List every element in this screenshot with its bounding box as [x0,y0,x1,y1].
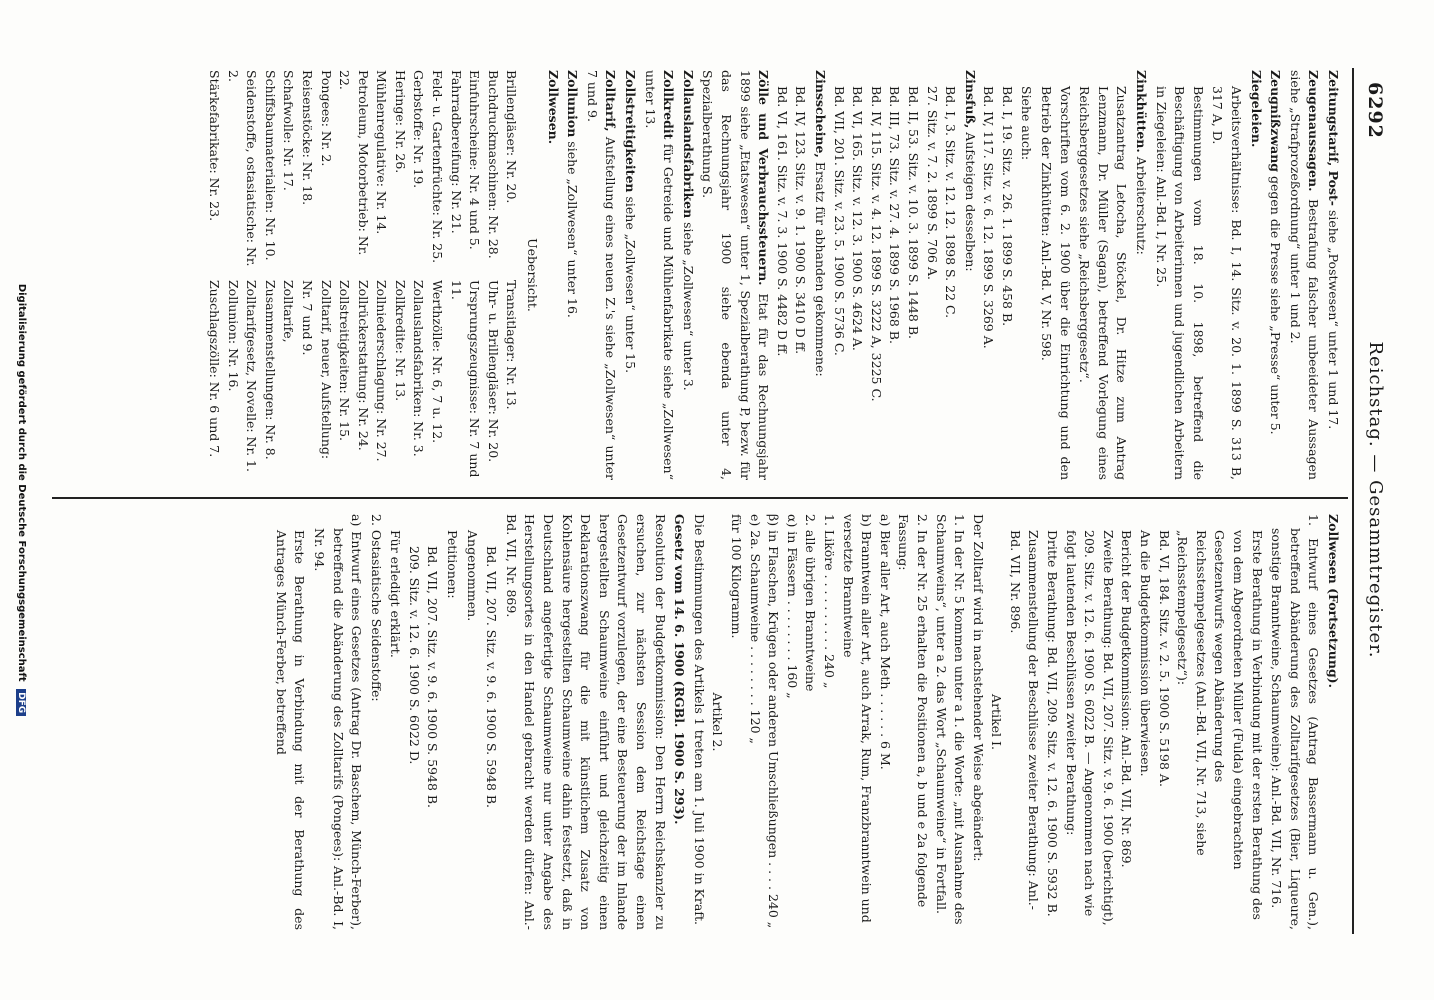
index-entry [1131,70,1150,480]
entry-text: gegen die Presse siehe „Presse“ unter 5. [1268,172,1284,435]
entry-text: siehe „Zollwesen“ unter 3. [680,218,696,391]
uebersicht-item: Zollstreitigkeiten: Nr. 15. [337,280,353,442]
uebersicht-item: Fahrradbereifung: Nr. 21. [448,70,464,234]
running-head: Reichstag. — Gesammtregister. [1365,341,1386,659]
uebersicht-item: Zollrückerstattung: Nr. 24. [355,280,371,451]
uebersicht-item: Pongees: Nr. 2. [318,70,334,167]
artikel-line: b) Branntwein aller Art, auch Arrak, Rum, Franzbranntwein und versetzte Branntweine [840,514,875,923]
uebersicht-item: Ursprungszeugnisse: Nr. 7 und 11. [448,280,483,478]
index-entry [698,70,772,480]
index-entry [582,70,619,480]
uebersicht-item: Zollkredite: Nr. 13. [392,280,408,402]
reference-line: 209. Sitz. v. 12. 6. 1900 S. 6022 D. [406,546,422,765]
entry-keyword: Ziegeleien. [1248,70,1264,148]
uebersicht-grid [204,70,520,480]
uebersicht-item: Mühlenregulative: Nr. 14. [374,70,390,235]
proceedings-line: Bd. VI, 184. Sitz. v. 2. 5. 1900 S. 5198 A. [1156,530,1172,787]
item-2a-continued: Erste Berathung in Verbindung mit der Berathung des Antrages Münch-Ferber, betreffend [273,530,308,930]
entry-text: Bestimmungen vom 18. 10. 1898, betreffend die Beschäftigung von Arbeiterinnen und jugendlichen Arbeitern in Ziegeleien: Anl.-Bd. I, Nr. 25. [1153,86,1206,480]
artikel-line: β) in Flaschen, Krügen oder anderen Umschließungen . . . . 240 „ [766,514,782,929]
entry-text: Etat für das Rechnungsjahr 1899 siehe „Etatswesen“ unter 1, Spezialberathung P, bezw. für das Rechnungsjahr 1900 siehe ebenda unter 4, Spezialberathung S. [700,70,772,480]
left-column [204,70,1342,480]
reference-line: Bd. I, 3. Sitz. v. 12. 12. 1898 S. 22 C. [943,86,959,319]
reference-line: Bd. VII, 201. Sitz. v. 23. 5. 1900 S. 5736 C. [831,86,847,356]
petitionen-refs [404,514,441,930]
resolution-text: Resolution der Budgetkommission: Den Herrn Reichskanzler zu ersuchen, zur nächsten Session dem Reichstage einen Gesetzentwurf vorzulegen, der eine Besteuerung der im Inlande hergestellten Schaumweine einführt und gleichzeitig einen Deklarationszwang für die mit künstlichem Zusatz von Kohlensäure hergestellten Schaumweine dahin festsetzt, daß in Deutschland angefertigte Schaumweine nur unter Angabe des Herstellungsortes in den Handel gebracht werden dürfen: Anl.-Bd. VII, Nr. 869. [503,514,668,930]
entry-keyword: Zeitungstarif, Post- [1326,70,1341,206]
entry-keyword: Zollauslandsfabriken [680,70,696,219]
reference-line: 27. Sitz. v. 7. 2. 1899 S. 706 A. [924,86,940,280]
index-entry [1266,70,1285,480]
artikel-line: α) in Fässern . . . . . . . . 160 „ [784,514,800,699]
index-entry [678,70,697,480]
index-entry [1246,70,1265,480]
entry-text: Aufstellung eines neuen Z.'s siehe „Zollwesen“ unter 7 und 9. [584,70,619,480]
entry-text: Vorschriften vom 6. 2. 1900 über die Einrichtung und den Betrieb der Zinkhütten: Anl.-Bd. V, Nr. 598. [1039,86,1073,480]
uebersicht-item: Zollauslandsfabriken: Nr. 3. [411,280,427,457]
artikel-2-heading: Artikel 2. [710,692,726,752]
resolution-result: Angenommen. [464,530,480,622]
entry-keyword: Zollwesen. [545,70,561,145]
uebersicht-item: Feld- u. Gartenfrüchte: Nr. 25. [430,70,446,264]
reference-line: Bd. I, 19. Sitz. v. 26. 1. 1899 S. 458 B. [999,86,1015,327]
uebersicht-item: Petroleum, Motorbetrieb: Nr. 22. [337,70,371,256]
entry-keyword: Zinsfuß, [962,70,978,129]
index-entry [1075,70,1131,480]
uebersicht-item: Seidenstoffe, ostasiatische: Nr. 2. [225,70,260,267]
entry-keyword: Zölle und Verbrauchssteuern. [756,70,772,286]
entry-zinsscheine [810,70,829,480]
entry-text: für Getreide und Mühlenfabrikate siehe „Zollwesen“ unter 13. [642,70,677,480]
uebersicht-title: Uebersicht. [525,238,541,312]
resolution-ref: Bd. VII, 207. Sitz. v. 9. 6. 1900 S. 5948 B. [484,546,500,809]
reference-line: Bd. VI, 165. Sitz. v. 12. 3. 1900 S. 4624 A. [850,86,866,351]
entry-text: Siehe auch: [1019,86,1035,161]
entry-text: Ersatz für abhanden gekommene: [812,157,828,377]
artikel-line: 2. In der Nr. 25 erhalten die Positionen a, b und e 2a folgende Fassung: [896,514,930,908]
petitionen-label: Petitionen: [445,530,461,599]
entry-text: Arbeiterschutz: [1134,152,1150,255]
index-entry [1208,70,1245,480]
index-entry [620,70,639,480]
index-entry [1285,70,1322,480]
item-1-proceedings [1005,514,1265,930]
entry-keyword: Zinsscheine, [812,70,828,158]
page-header [1358,0,1390,1000]
zinsfuss-refs [829,70,959,480]
dfg-logo: DFG [16,689,26,716]
entry-text: siehe „Zollwesen“ unter 16. [565,137,581,318]
petitionen-result: Für erledigt erklärt. [388,530,404,658]
reference-line: Bd. IV, 115. Sitz. v. 4. 12. 1899 S. 3222 A, 3225 C. [868,86,884,402]
item-2a: a) Entwurf eines Gesetzes (Antrag Dr. Baschem, Münch-Ferber), betreffend die Abänderung des Zolltarifs (Pongees): Anl.-Bd. I, Nr. 94. [311,514,365,930]
reference-line: Bd. II, 53. Sitz. v. 10. 3. 1899 S. 1448 B. [905,86,921,339]
entry-keyword: Zeugenaussagen. [1306,70,1322,192]
index-entry [543,70,562,480]
uebersicht-item: Schafwolle: Nr. 17. [281,70,297,191]
index-entry [640,70,677,480]
artikel-line: 1. Liköre . . . . . . . . . . 240 „ [821,514,837,689]
index-entry [1151,70,1207,480]
index-entry [1323,70,1342,480]
entry-text: siehe „Postwesen“ unter 1 und 17. [1326,205,1341,430]
zinkhuetten-refs [979,70,1016,480]
artikel-line: Der Zolltarif wird in nachstehender Weise abgeändert: [970,514,986,862]
artikel-1-text [726,514,986,930]
uebersicht-item: Zolltarife, Zusammenstellungen: Nr. 8. [262,280,297,460]
right-column [270,514,1342,930]
entry-keyword: Zinkhütten. [1134,70,1150,153]
item-1: 1. Entwurf eines Gesetzes (Antrag Bassermann u. Gen.), betreffend Abänderung des Zolltarifgesetzes (Bier, Liqueure, sonstige Branntweine, Schaumweine): Anl.-Bd. VII, Nr. 716. [1269,514,1322,930]
uebersicht-col-a [204,70,520,270]
entry-keyword: Zollstreitigkeiten [623,70,639,193]
uebersicht-item: Reisenstöcke: Nr. 18. [299,70,315,206]
uebersicht-item: Zollunion: Nr. 16. [225,280,241,392]
entry-keyword: Zollkredit [661,70,677,140]
reference-line: Bd. IV, 123. Sitz. v. 9. 1. 1900 S. 3410 D ff. [793,86,809,355]
artikel-line: e) 2a. Schaumweine . . . . . . . . 120 „ [747,514,763,744]
index-entry [1017,70,1036,480]
proceedings-line: Erste Berathung in Verbindung mit der ersten Berathung des von dem Abgeordneten Müller (Fulda) eingebrachten Gesetzentwurfs wegen Abänderung des Reichsstempelgesetzes (Anl.-Bd. VII, Nr. 713, siehe „Reichsstempelgesetz“): [1175,530,1265,920]
reference-line: Bd. IV, 117. Sitz. v. 6. 12. 1899 S. 3269 A. [981,86,997,349]
artikel-line: für 100 Kilogramm. [729,514,744,639]
page-number: 6292 [1364,82,1386,139]
uebersicht-item: Buchdruckmaschinen: Nr. 28. [485,70,501,259]
uebersicht-item: Gerbstoffe: Nr. 19. [411,70,427,189]
reference-line: Bd. VI, 161. Sitz. v. 7. 3. 1900 S. 4482 D ff. [774,86,790,357]
reference-line: Bd. III, 73. Sitz. v. 27. 4. 1899 S. 1968 B. [887,86,903,344]
zollwesen-continued-head: Zollwesen (Fortsetzung). [1326,514,1341,688]
index-entry [1037,70,1074,480]
uebersicht-item: Zollniederschlagung: Nr. 27. [374,280,390,462]
uebersicht-item: Transitlager: Nr. 13. [504,280,520,410]
artikel-line: a) Bier aller Art, auch Meth . . . . . . 6 M. [877,514,893,770]
entry-text: Arbeitsverhältnisse: Bd. I, 14. Sitz. v. 20. 1. 1899 S. 313 B, 317 A, D. [1210,86,1245,480]
proceedings-line: An die Budgetkommission überwiesen. [1138,530,1154,777]
uebersicht-item: Werthzölle: Nr. 6, 7 u. 12. [430,280,446,444]
entry-text: Bestrafung falscher unbeeideter Aussagen siehe „Strafprozeßordnung“ unter 1 und 2. [1287,70,1322,480]
index-entry [563,70,582,480]
entry-zinsfuss [960,70,979,480]
digitization-credit [16,0,27,1000]
reference-line: Bd. VII, 207. Sitz. v. 9. 6. 1900 S. 5948 B. [425,546,441,809]
header-rule [1352,68,1354,934]
entry-text: siehe „Zollwesen“ unter 15. [623,192,639,374]
entry-keyword: Zolltarif, [603,70,619,132]
proceedings-line: Zweite Berathung: Bd. VII, 207. Sitz. v. 9. 6. 1900 (berichtigt), 209. Sitz. v. 12. 6. 1900 S. 6022 B. — Angenommen nach wie folgt lautenden Beschlüssen zweiter Berathung: [1063,530,1116,926]
proceedings-line: Dritte Berathung: Bd. VII, 209. Sitz. v. 12. 6. 1900 S. 5932 B. [1045,530,1061,917]
item-2: 2. Ostasiatische Seidenstoffe: [368,514,384,702]
uebersicht-item: Heringe: Nr. 26. [392,70,408,174]
entry-keyword: Zeugnißzwang [1268,70,1284,173]
uebersicht-item: Zuschlagszölle: Nr. 6 und 7. [206,280,222,458]
proceedings-line: Zusammenstellung der Beschlüsse zweiter Berathung: Anl.-Bd. VII, Nr. 896. [1007,530,1042,911]
uebersicht-col-b [204,280,520,480]
proceedings-line: Bericht der Budgetkommission: Anl.-Bd. VII, Nr. 869. [1119,530,1135,868]
uebersicht-item: Einfuhrscheine: Nr. 4 und 5. [467,70,483,250]
left-entries [1017,70,1342,480]
entry-text: Zusatzantrag Letocha, Stöckel, Dr. Hitze zum Antrag Lenzmann, Dr. Müller (Sagan), betreffend Vorlegung eines Reichsberggesetzes siehe „Reichsberggesetz“. [1077,86,1130,480]
entry-keyword: Zollunion [565,70,581,138]
artikel-line: 1. In der Nr. 5 kommen unter a 1. die Worte: „mit Ausnahme des Schaumweins“, unter a 2. das Wort „Schaumweine“ in Fortfall. [933,514,968,925]
credit-text: Digitalisierung gefördert durch die Deutsche Forschungsgemeinschaft [16,283,27,682]
column-divider [52,497,1348,499]
artikel-2-text: Die Bestimmungen des Artikels 1 treten am 1. Juli 1900 in Kraft. [691,514,707,925]
entry-text: Aufsteigen desselben: [962,128,978,272]
artikel-1-heading: Artikel I. [989,694,1005,750]
gesetz-reference: Gesetz vom 14. 6. 1900 (RGBl. 1900 S. 293). [672,514,688,825]
uebersicht-item: Zolltarifgesetz, Novelle: Nr. 1. [244,280,260,472]
uebersicht-item: Schiffsbaumaterialien: Nr. 10. [262,70,278,261]
zinsscheine-refs [772,70,809,480]
artikel-line: 2. alle übrigen Branntweine [803,514,819,692]
uebersicht-item: Stärkefabrikate: Nr. 23. [206,70,222,222]
uebersicht-item: Uhr- u. Brillengläser: Nr. 20. [485,280,501,463]
uebersicht-item: Brillengläser: Nr. 20. [504,70,520,204]
left-entries-2 [543,70,772,480]
uebersicht-item: Zolltarif, neuer, Aufstellung: Nr. 7 und 9. [299,280,334,460]
